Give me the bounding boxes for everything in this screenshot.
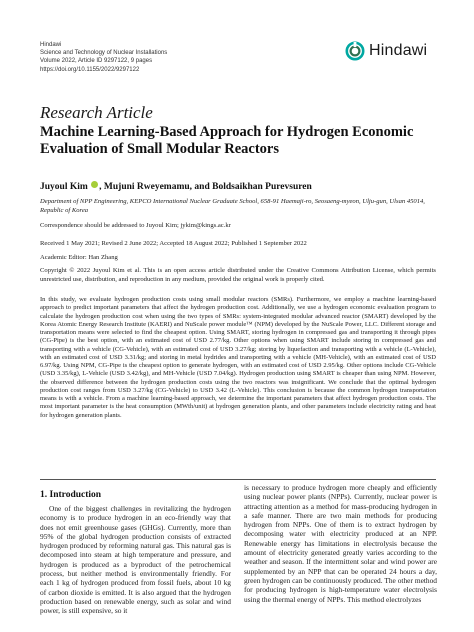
- hindawi-logo[interactable]: [345, 40, 437, 62]
- affiliation: Department of NPP Engineering, KEPCO International Nuclear Graduate School, 658-91 Haemaji-ro, Seosaeng-myeon, Ulju-gun, Ulsan 45014, Republic of Korea: [40, 198, 425, 214]
- publication-dates: Received 1 May 2021; Revised 2 June 2022; Accepted 18 August 2022; Published 1 September 2022: [40, 240, 307, 247]
- copyright-notice: Copyright © 2022 Juyoul Kim et al. This is an open access article distributed under the Creative Commons Attribution License, which permits unrestricted use, distribution, and reproduction in any medium, provided the original work is properly cited.: [40, 267, 436, 283]
- correspondence: Correspondence should be addressed to Juyoul Kim; jykim@kings.ac.kr: [40, 222, 231, 229]
- journal-volume: Volume 2022, Article ID 9297122, 9 pages: [40, 58, 153, 65]
- article-title: Machine Learning-Based Approach for Hydrogen Economic Evaluation of Small Modular Reactors: [40, 124, 414, 157]
- journal-doi-link[interactable]: https://doi.org/10.1155/2022/9297122: [40, 66, 140, 73]
- logo-text: Hindawi: [369, 42, 428, 59]
- intro-right-column: is necessary to produce hydrogen more cheaply and efficiently using nuclear power plants (NPPs). Currently, nuclear power is attracting attention as a method for mass-producing hydrogen in a safe manner. There are two main methods for producing hydrogen from NPPs. One of them is to extract hydrogen by decomposing water with electricity produced at an NPP. Renewable energy has limitations in electrolysis because the amount of electricity generated greatly varies according to the weather and season. If the intermittent solar and wind power are supplemented by an NPP that can be operated 24 hours a day, green hydrogen can be continuously produced. The other method for producing hydrogen is high-temperature water electrolysis using the thermal energy of NPPs. This method electrolyzes: [244, 483, 437, 604]
- journal-publication: Science and Technology of Nuclear Installations: [40, 50, 168, 57]
- intro-left-column: One of the biggest challenges in revitalizing the hydrogen economy is to produce hydrogen in an eco-friendly way that does not emit greenhouse gases (GHGs). Currently, more than 95% of the global hydrogen production consists of extracted hydrogen produced by reforming natural gas. This natural gas is decomposed into steam at high temperature and pressure, and hydrogen is produced as a byproduct of the petrochemical process, but neither method is environmentally friendly. For each 1 kg of hydrogen produced from fossil fuels, about 10 kg of carbon dioxide is emitted. It is also argued that the hydrogen production based on renewable energy, such as solar and wind power, is still expensive, so it: [40, 504, 231, 616]
- author-name[interactable]: Juyoul Kim: [40, 182, 88, 192]
- hindawi-logo-icon: [345, 41, 365, 61]
- author-list-rest: , Mujuni Rweyemamu, and Boldsaikhan Purevsuren: [99, 182, 312, 192]
- author-list: [40, 181, 312, 192]
- abstract: In this study, we evaluate hydrogen production costs using small modular reactors (SMRs). Furthermore, we employ a machine learning-based approach to predict important parameters that affect the hydrogen production cost. Additionally, we use a hydrogen economic evaluation program to calculate the hydrogen production cost when using the two types of SMRs: system-integrated modular advanced reactor (SMART) developed by the Korea Atomic Energy Research Institute (KAERI) and NuScale power module™ (NPM) developed by the NuScale Power, LLC. Different storage and transportation means were selected to find the cheapest option. Using SMART, storing hydrogen in compressed gas and transporting it through pipes (CG-Pipe) is the best option, with an estimated cost of USD 2.77/kg. Other options when using SMART include storing in compressed gas and transporting with a vehicle (CG-Vehicle), with an estimated cost of USD 3.27/kg; storing by liquefaction and transporting with a vehicle (L-Vehicle), with an estimated cost of USD 3.31/kg; and storing in metal hydrides and transporting with a vehicle (MH-Vehicle), with an estimated cost of USD 6.97/kg. Using NPM, CG-Pipe is the cheapest option to generate hydrogen, with an estimated cost of USD 2.95/kg. Other options include CG-Vehicle (USD 3.35/kg), L-Vehicle (USD 3.42/kg), and MH-Vehicle (USD 7.04/kg). Hydrogen production using SMART is cheaper than using NPM. However, the observed difference between the hydrogen production costs using the two reactors was insignificant. We conclude that the optimal hydrogen production cost ranges from USD 3.27/kg (CG-Vehicle) to USD 3.42 (L-Vehicle). This conclusion is because the common hydrogen transportation means is with a vehicle. From a machine learning-based approach, we determine the important parameters that affect hydrogen production costs. The most important parameter is the heat consumption (MWth/unit) at hydrogen generation plants, and other parameters include electricity rating and heat for hydrogen generation plants.: [40, 296, 436, 419]
- article-type: Research Article: [40, 103, 153, 122]
- journal-name: Hindawi: [40, 42, 62, 48]
- academic-editor: Academic Editor: Han Zhang: [40, 254, 118, 261]
- journal-meta: [40, 41, 167, 74]
- orcid-icon[interactable]: [91, 181, 98, 188]
- divider: [40, 479, 436, 480]
- section-heading: 1. Introduction: [40, 490, 102, 500]
